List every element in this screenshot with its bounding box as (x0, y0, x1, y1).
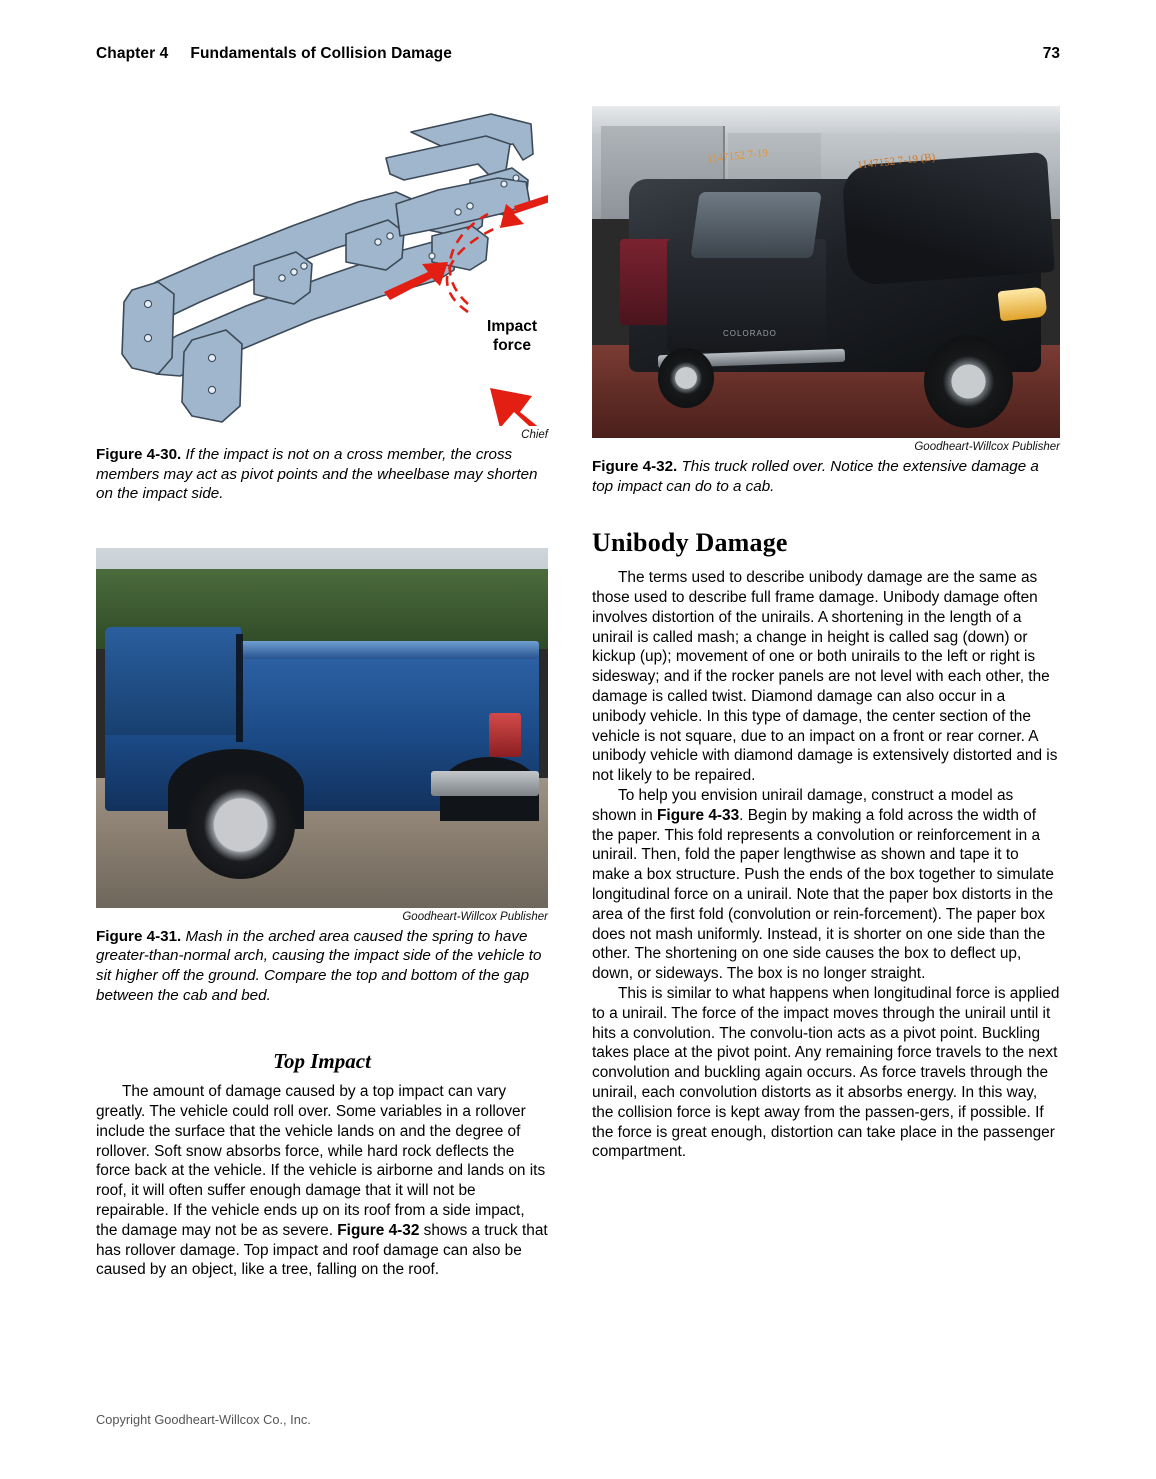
page-number: 73 (1042, 45, 1060, 62)
figure-4-31-label: Figure 4-31. (96, 927, 182, 945)
taillight (489, 713, 521, 756)
figure-4-32-caption-text: This truck rolled over. Notice the extensive damage a top impact can do to a cab. (592, 458, 1039, 495)
figure-4-31-photo (96, 548, 548, 908)
unibody-paragraph-2 (592, 786, 1060, 984)
figure-4-32-caption (592, 457, 1060, 496)
right-column (592, 106, 1060, 1162)
header-chapter (96, 45, 452, 63)
figure-4-30-caption (96, 445, 548, 504)
page-footer-copyright: Copyright Goodheart-Willcox Co., Inc. (96, 1412, 311, 1427)
top-impact-figure-ref: Figure 4-32 (337, 1221, 420, 1239)
unibody-damage-heading: Unibody Damage (592, 528, 788, 558)
figure-4-30-label: Figure 4-30. (96, 446, 182, 463)
page-header (96, 45, 1060, 63)
top-impact-heading: Top Impact (273, 1049, 371, 1074)
top-impact-paragraph (96, 1082, 548, 1280)
windshield-marking-2: 1147152 7-19 (B) (856, 151, 936, 172)
truck-front-wheel (924, 335, 1013, 428)
truck-rear-wheel (658, 348, 714, 408)
truck-cab-window (690, 192, 821, 258)
figure-4-30-caption-text: If the impact is not on a cross member, the cross members may act as pivot points and the wheelbase may shorten on the impact side. (96, 446, 538, 503)
left-column (96, 106, 548, 1280)
figure-4-31-caption-text: Mash in the arched area caused the spring to have greater-than-normal arch, causing the impact side of the vehicle to sit higher off the ground. Compare the top and bottom of the gap between the cab and bed. (96, 927, 542, 1004)
unibody-paragraph-1: The terms used to describe unibody damage are the same as those used to describe full frame damage. Unibody damage often involves distortion of the unirails. A shortening in the length of a unirail is called mash; a change in height is called sag (down) or kickup (up); movement of one or both unirails to the left or right is sidesway; and if the rocker panels are not level with each other, the damage is called twist. Diamond damage can also occur in a unibody vehicle. In this type of damage, the center section of the vehicle is not square, due to an impact on a front or rear corner. A unibody vehicle with diamond damage is extensively distorted and is not likely to be repaired. (592, 569, 1058, 785)
top-impact-text-2: shows a truck that has rollover damage. Top impact and roof damage can also be caused by an object, like a tree, falling on the roof. (96, 1221, 548, 1279)
header-chapter-number: Chapter 4 (96, 45, 169, 62)
unibody-paragraph-2-text-2: . Begin by making a fold across the width of the paper. This fold represents a convolution or reinforcement in a unirail. Then, fold the paper lengthwise as shown and tape it to make a box structure. Push the ends of the box together to simulate longitudinal force on a unirail. Note that the paper box distorts in the area of the first fold (convolution or rein-forcement). The paper box does not mash uniformly. Instead, it is shorter on one side than the other. The shortening on one side causes the box to deflect up, down, or sideways. The box is no longer straight. (592, 806, 1054, 983)
truck-wheel (186, 771, 294, 879)
figure-4-31-caption (96, 927, 548, 1005)
figure-4-31-credit: Goodheart-Willcox Publisher (402, 910, 548, 923)
unibody-figure-ref: Figure 4-33 (657, 806, 740, 824)
truck-badge: COLORADO (723, 329, 777, 339)
rear-bumper (431, 771, 539, 796)
cab-bed-gap (236, 634, 243, 742)
figure-4-32-photo (592, 106, 1060, 438)
figure-4-30-credit: Chief (521, 429, 548, 441)
figure-4-30-illustration (96, 106, 548, 426)
top-impact-text-1: The amount of damage caused by a top impact can vary greatly. The vehicle could roll over. Some variables in a rollover include the surface that the vehicle lands on and the degree of rollover. Soft snow absorbs force, while hard rock deflects the force back at the vehicle. If the vehicle is airborne and lands on its roof, it will often suffer enough damage that it will not be repairable. If the vehicle ends up on its roof from a side impact, the damage may not be as severe. (96, 1083, 546, 1239)
impact-force-label-line2: force (493, 336, 531, 354)
figure-4-32-label: Figure 4-32. (592, 458, 678, 475)
figure-4-32-credit: Goodheart-Willcox Publisher (914, 441, 1060, 453)
windshield-marking-1: 1147152 7-19 (706, 146, 769, 166)
unibody-paragraph-3: This is similar to what happens when longitudinal force is applied to a unirail. The force of the impact moves through the unirail until it hits a convolution. The convolu-tion acts as a pivot point. Buckling takes place at the pivot point. Any remaining force travels to the next convolution and buckling again occurs. As force travels through the unirail, each convolution distorts as it absorbs energy. In this way, the collision force is kept away from the passen-gers, if possible. If the force is great enough, distortion can take place in the passenger compartment. (592, 984, 1060, 1161)
vehicle-frame-diagram (96, 106, 548, 426)
truck-headlight (998, 286, 1048, 321)
truck-bed-rail (232, 641, 539, 659)
unibody-paragraph-2-text-1: To help you envision unirail damage, construct a model as shown in (592, 786, 1014, 824)
header-chapter-title: Fundamentals of Collision Damage (190, 45, 452, 62)
impact-force-label-line1: Impact (487, 318, 537, 335)
truck-cab (105, 627, 241, 735)
impact-force-label (476, 318, 548, 356)
